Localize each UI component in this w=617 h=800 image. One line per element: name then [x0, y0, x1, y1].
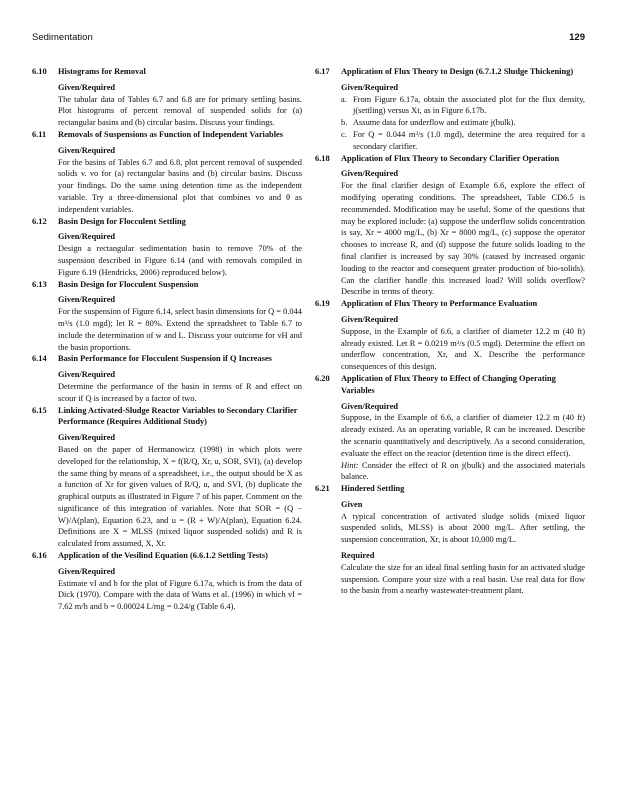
paragraph: The tabular data of Tables 6.7 and 6.8 are for primary settling basins. Plot histograms of percent removal of suspended solids for (a) rectangular basins and (b) circular basins. Discuss your findings. [58, 94, 302, 128]
problem-heading [32, 279, 302, 291]
problem-number: 6.16 [32, 551, 47, 561]
problem-heading [32, 66, 302, 78]
problem-body [315, 499, 585, 597]
problem-title: Application of Flux Theory to Effect of Changing Operating Variables [341, 373, 556, 395]
problem-number: 6.18 [315, 153, 330, 163]
problem [32, 353, 302, 404]
page-number: 129 [569, 32, 585, 43]
problem-body [315, 82, 585, 153]
problem-number: 6.10 [32, 67, 47, 76]
problem-body [315, 168, 585, 298]
problem-body [32, 231, 302, 278]
problem-heading [315, 373, 585, 397]
subheading: Given/Required [58, 232, 116, 242]
list-label: a. [341, 94, 347, 104]
subheading: Given/Required [58, 295, 116, 305]
hint-paragraph [341, 460, 585, 484]
problem-heading [32, 550, 302, 562]
running-header [32, 32, 585, 46]
problem-title: Hindered Settling [341, 484, 405, 494]
problem-title: Linking Activated-Sludge Reactor Variables to Secondary Clarifier Performance (Requires Additional Study) [58, 405, 298, 427]
problem [315, 373, 585, 483]
problem-body [32, 432, 302, 550]
subheading: Given/Required [341, 169, 399, 179]
paragraph: Determine the performance of the basin in terms of R and effect on scour if Q is increased by a factor of two. [58, 381, 302, 403]
subheading: Given/Required [58, 566, 116, 576]
problem-heading [315, 66, 585, 78]
subheading: Required [341, 551, 375, 561]
problem-title: Application of Flux Theory to Performance Evaluation [341, 299, 538, 309]
problem-body [32, 145, 302, 216]
right-column [315, 66, 585, 597]
list-item [341, 94, 585, 118]
problem-title: Basin Design for Flocculent Suspension [58, 279, 199, 289]
list-item [341, 129, 585, 153]
list-text: Assume data for underflow and estimate j(bulk). [353, 118, 516, 128]
problem [32, 405, 302, 551]
problem-body [32, 369, 302, 404]
paragraph: For the final clarifier design of Example 6.6, explore the effect of modifying operating conditions. The spreadsheet, Table CD6.5 is recommended. Modification may be useful. Some of the questions that may be explored include: (a) suppose the underflow solids concentration is say, Xr = 4000 mg/L, (b) Xr = 8000 mg/L, (c) suppose the operator chooses to increase R, and (d) suppose the future solids loading to the final clarifier is increased by say 30% (caused by increased organic loading to the reactor and consequent greater production of bio-solids). Can the clarifier handle this increased load? Will solids overflow? Describe in terms of theory. [341, 181, 585, 297]
paragraph: Estimate vI and b for the plot of Figure 6.17a, which is from the data of Dick (1970). Compare with the data of Watts et al. (1996) in which vI = 7.62 m/h and b = 0.00024 L/mg = 0.24/g (Table 6.4). [58, 578, 302, 612]
paragraph: For the suspension of Figure 6.14, select basin dimensions for Q = 0.044 m³/s (1.0 mgd); let R = 80%. Extend the spreadsheet to Table 6.7 to include the determination of w and L. Discuss your outcome for vH and the basin proportions. [58, 307, 302, 352]
paragraph: Based on the paper of Hermanowicz (1998) in which plots were developed for the relationship, X = f(R/Q, Xr, u, SOR, SVI), (a) develop the same thing by means of a spreadsheet, i.e., the output should be X as a function of Xr for given values of R/Q, u, and SVI, (b) duplicate the graphical outputs as illustrated in Figure 7 of his paper. Comment on the significance of this integration of variables. Note that SOR = (Q − W)/A(plan), Equation 6.23, and u = (R + W)/A(plan), Equation 6.24. Definitions are X = MLSS (mixed liquor suspended solids) and R is calculated from assumed, X, Xr. [58, 444, 302, 549]
problem [32, 550, 302, 613]
problem [32, 216, 302, 279]
subheading: Given/Required [58, 145, 116, 155]
paragraph: Suppose, in the Example of 6.6, a clarifier of diameter 12.2 m (40 ft) already existed. As an operating variable, R can be increased. Describe the scenario quantitatively and descriptively. As a second consideration, evaluate the effect on the reactor (detention time is the direct effect). [341, 413, 585, 458]
paragraph: Suppose, in the Example of 6.6, a clarifier of diameter 12.2 m (40 ft) already existed. Let R = 0.0219 m³/s (0.5 mgd). Determine the effect on underflow concentration, Xr, and X. Describe the performance consequences of this design. [341, 326, 585, 372]
problem-heading [32, 216, 302, 228]
problem-title: Basin Design for Flocculent Settling [58, 216, 186, 226]
paragraph: Calculate the size for an ideal final settling basin for an activated sludge suspension. Compare your size with a real basin. Use real data for flow to the basin from a nearby wastewater-treatment plant. [341, 562, 585, 596]
chapter-title: Sedimentation [32, 32, 93, 43]
problem-title: Histograms for Removal [58, 67, 146, 76]
problem [32, 279, 302, 354]
list-label: b. [341, 118, 348, 128]
problem-title: Removals of Suspensions as Function of Independent Variables [58, 129, 284, 139]
problem-number: 6.20 [315, 373, 330, 383]
problem-heading [32, 129, 302, 141]
problem [32, 129, 302, 216]
problem-body [32, 566, 302, 613]
problem-heading [315, 153, 585, 165]
problem-heading [315, 483, 585, 495]
subheading: Given/Required [341, 82, 399, 92]
problem-heading [32, 405, 302, 429]
problem-number: 6.15 [32, 405, 47, 415]
paragraph: Design a rectangular sedimentation basin to remove 70% of the suspension described in Figure 6.14 (and with removals compiled in Figure 6.19 (Hendricks, 2006) reproduced below). [58, 244, 302, 277]
problem [315, 483, 585, 597]
problem-heading [315, 298, 585, 310]
problem-number: 6.13 [32, 279, 47, 289]
problem-title: Basin Performance for Flocculent Suspension if Q Increases [58, 354, 272, 364]
problem-number: 6.14 [32, 354, 47, 364]
problem-body [315, 401, 585, 484]
subheading: Given/Required [58, 82, 116, 92]
problem-title: Application of Flux Theory to Secondary Clarifier Operation [341, 153, 560, 163]
list-text: For Q = 0.044 m³/s (1.0 mgd), determine the area required for a secondary clarifier. [353, 129, 585, 151]
problem-number: 6.12 [32, 216, 47, 226]
problem [315, 66, 585, 153]
hint-text: Consider the effect of R on j(bulk) and the associated materials balance. [341, 460, 586, 482]
problem [315, 153, 585, 299]
subheading: Given [341, 499, 363, 509]
problem [32, 66, 302, 129]
list-label: c. [341, 129, 347, 139]
problem-number: 6.21 [315, 484, 330, 494]
problem-body [315, 314, 585, 373]
paragraph: A typical concentration of activated sludge solids (mixed liquor suspended solids, MLSS) is about 2000 mg/L. After settling, the suspension concentration, Xr, is about 10,000 mg/L. [341, 511, 585, 545]
subheading: Given/Required [58, 433, 116, 443]
list-text: From Figure 6.17a, obtain the associated plot for the flux density, j(settling) versus Xt, as in Figure 6.17b. [353, 94, 585, 116]
hint-label: Hint: [341, 460, 359, 470]
paragraph: For the basins of Tables 6.7 and 6.8, plot percent removal of suspended solids v. vo for (a) rectangular basins and (b) circular basins. Discuss your findings. Do the same using detention time as the independent variable. Try a three-dimensional plot that combines vo and θ as independent variables. [58, 157, 302, 214]
subheading: Given/Required [341, 314, 399, 324]
problem-heading [32, 353, 302, 365]
problem-body [32, 82, 302, 129]
problem-number: 6.17 [315, 67, 330, 76]
problem-number: 6.11 [32, 129, 47, 139]
subheading: Given/Required [341, 401, 399, 411]
problem-title: Application of Flux Theory to Design (6.7.1.2 Sludge Thickening) [341, 67, 574, 76]
left-column [32, 66, 302, 613]
problem-title: Application of the Vesilind Equation (6.6.1.2 Settling Tests) [58, 551, 268, 561]
subheading: Given/Required [58, 370, 116, 380]
problem [315, 298, 585, 373]
problem-number: 6.19 [315, 299, 330, 309]
list-item [341, 117, 585, 129]
problem-body [32, 294, 302, 353]
